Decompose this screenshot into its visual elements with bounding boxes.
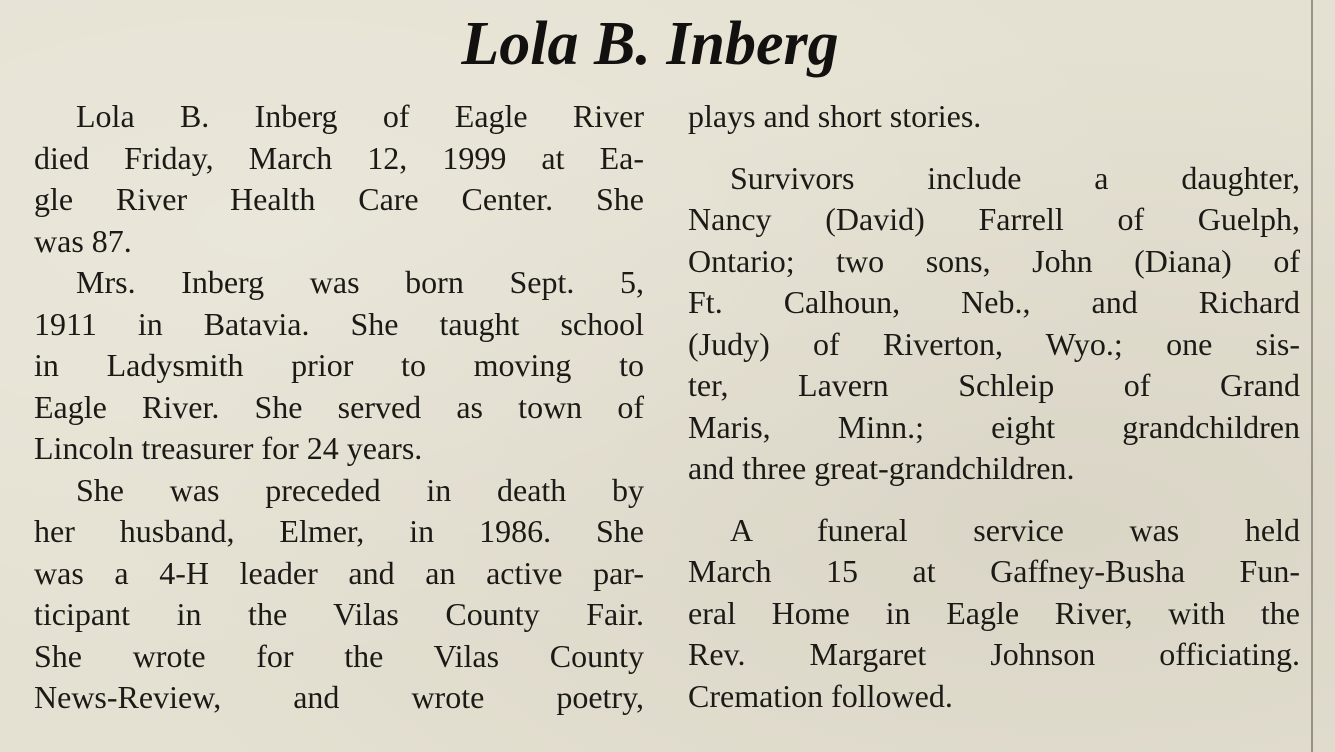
text-line: March 15 at Gaffney-Busha Fun- xyxy=(688,553,1300,589)
text-line: gle River Health Care Center. She xyxy=(34,181,644,217)
text-line: Rev. Margaret Johnson officiating. xyxy=(688,636,1300,672)
text-line: was a 4-H leader and an active par- xyxy=(34,554,644,591)
text-line: Survivors include a daughter, xyxy=(730,159,1300,196)
text-line: News-Review, and wrote poetry, xyxy=(34,679,644,715)
text-line: Lola B. Inberg of Eagle River xyxy=(76,98,644,134)
text-line: Lincoln treasurer for 24 years. xyxy=(34,430,423,466)
text-line: Nancy (David) Farrell of Guelph, xyxy=(688,201,1300,237)
text-line: eral Home in Eagle River, with the xyxy=(688,594,1300,631)
paragraph-gap xyxy=(688,138,1300,158)
left-column xyxy=(34,96,644,719)
text-line: Ontario; two sons, John (Diana) of xyxy=(688,242,1300,279)
text-line: ter, Lavern Schleip of Grand xyxy=(688,367,1300,403)
text-line: Maris, Minn.; eight grandchildren xyxy=(688,408,1300,445)
text-line: A funeral service was held xyxy=(730,511,1300,548)
text-line: died Friday, March 12, 1999 at Ea- xyxy=(34,139,644,176)
text-line: Eagle River. She served as town of xyxy=(34,388,644,425)
text-line: She was preceded in death by xyxy=(76,471,644,508)
paragraph-gap xyxy=(688,490,1300,510)
text-line: in Ladysmith prior to moving to xyxy=(34,347,644,383)
text-line: her husband, Elmer, in 1986. She xyxy=(34,513,644,549)
text-line: Cremation followed. xyxy=(688,677,953,714)
text-line: Ft. Calhoun, Neb., and Richard xyxy=(688,284,1300,320)
text-line: She wrote for the Vilas County xyxy=(34,637,644,674)
text-line: (Judy) of Riverton, Wyo.; one sis- xyxy=(688,325,1300,362)
column-rule xyxy=(1311,0,1313,752)
text-line: ticipant in the Vilas County Fair. xyxy=(34,596,644,632)
text-line: 1911 in Batavia. She taught school xyxy=(34,305,644,342)
text-line: and three great-grandchildren. xyxy=(688,450,1075,486)
text-line: was 87. xyxy=(34,222,132,259)
obituary-title: Lola B. Inberg xyxy=(461,10,839,78)
right-column xyxy=(688,96,1300,717)
text-line: plays and short stories. xyxy=(688,98,982,134)
text-line: Mrs. Inberg was born Sept. 5, xyxy=(76,264,644,300)
